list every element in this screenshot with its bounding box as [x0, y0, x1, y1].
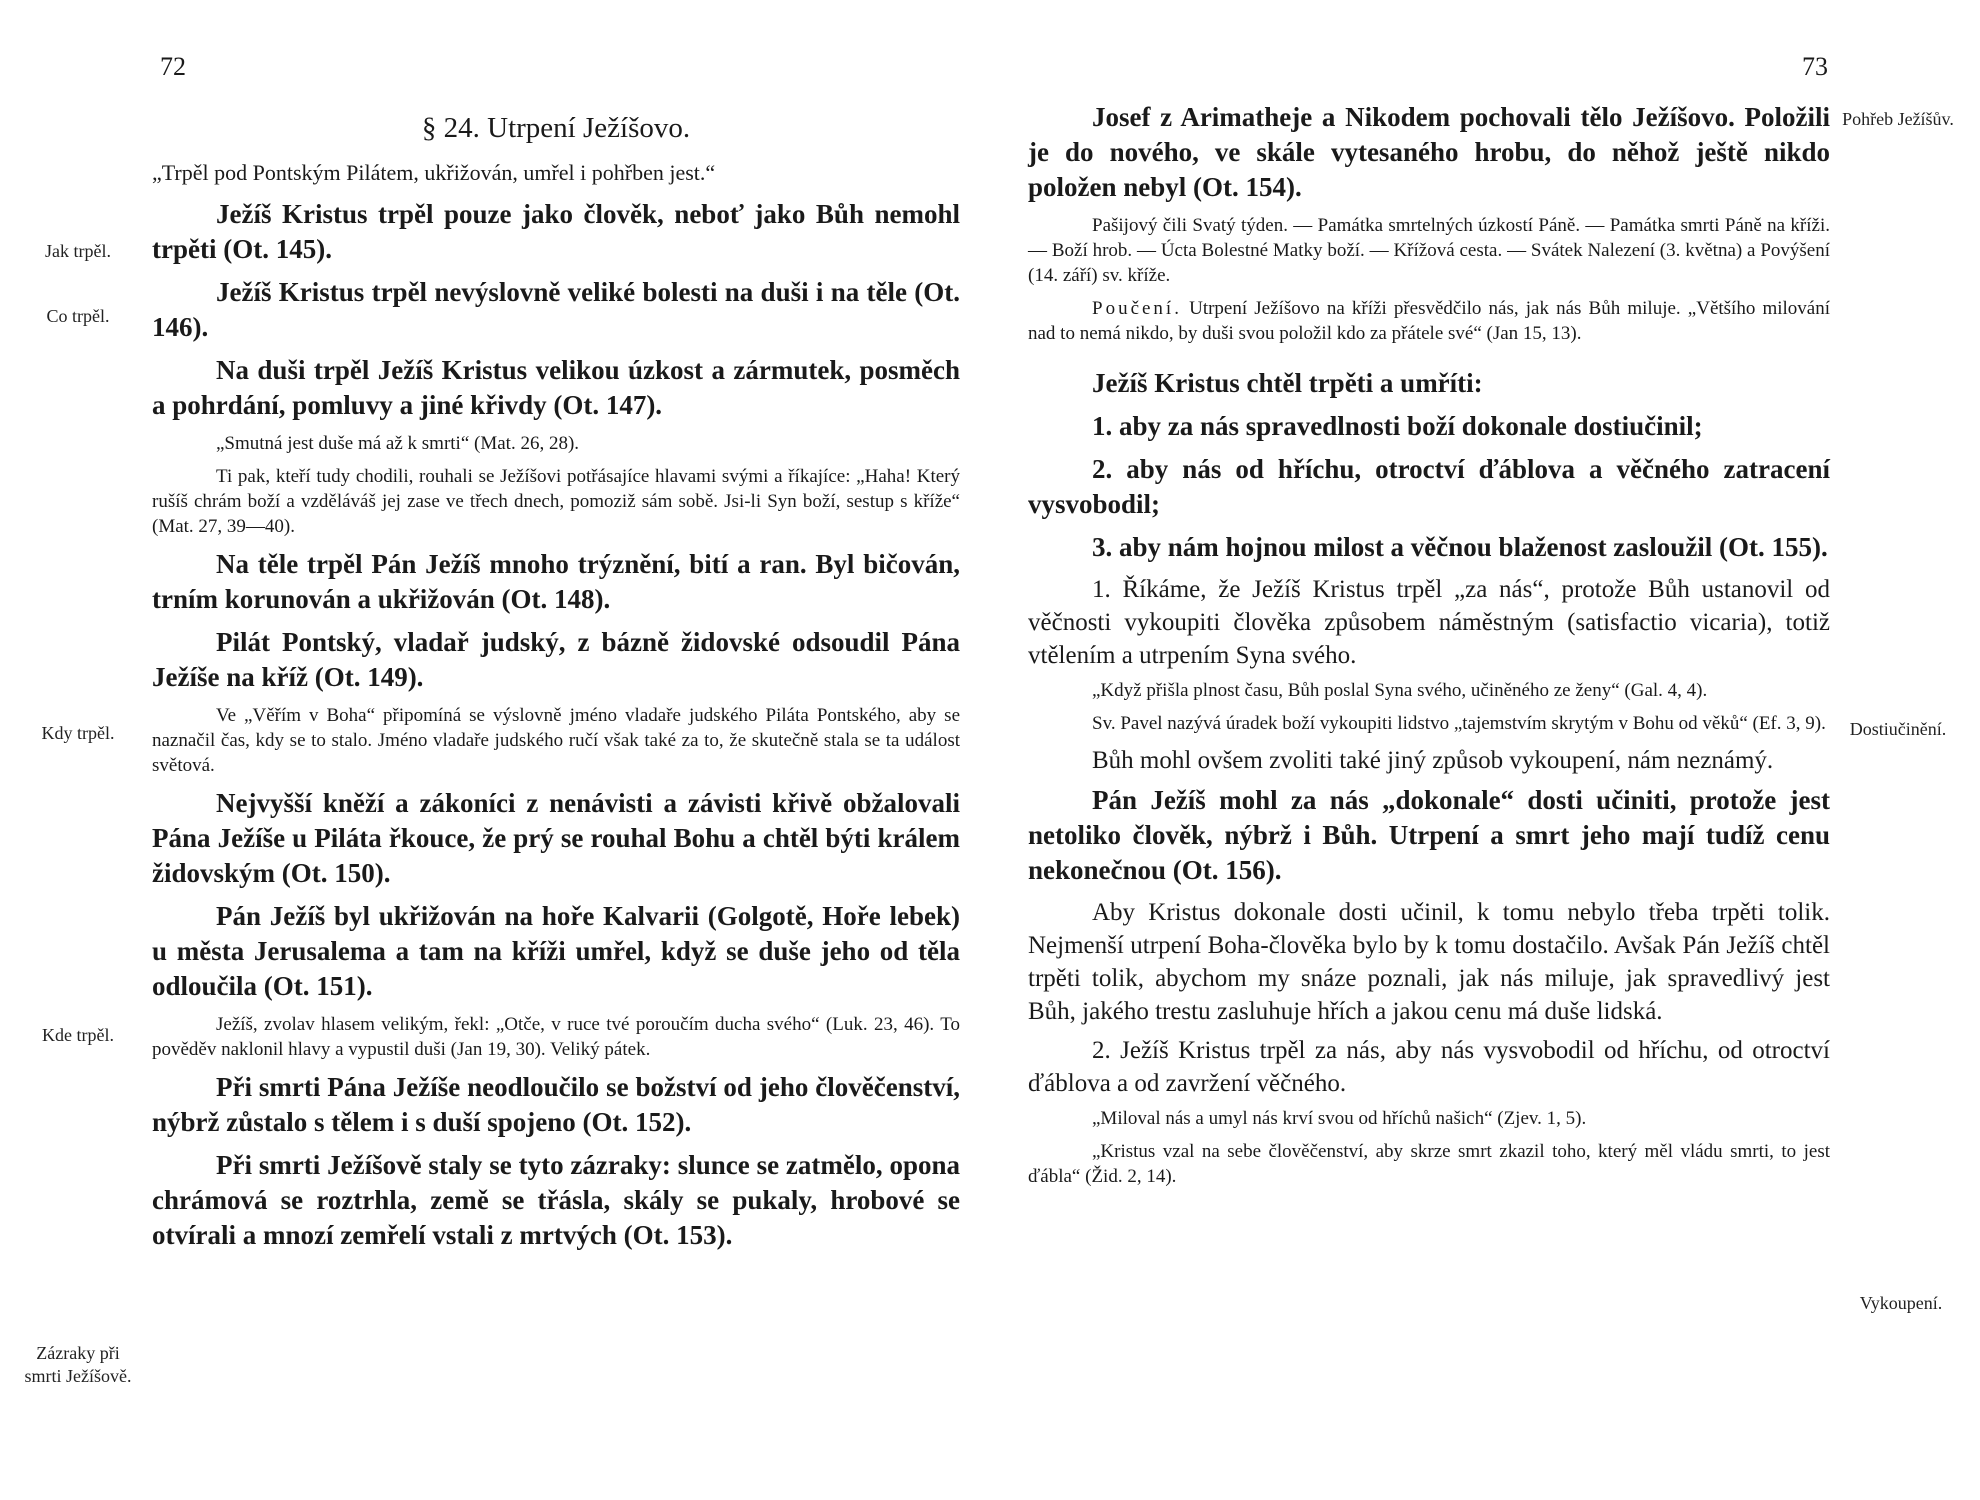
paragraph-b3: Na duši trpěl Ježíš Kristus velikou úzkost a zármutek, posměch a pohrdání, pomluvy a jiné křivdy (Ot. 147).: [152, 355, 960, 420]
paragraph-r-b3: 1. aby za nás spravedlnosti boží dokonale dostiučinil;: [1092, 411, 1703, 441]
paragraph-b9: Při smrti Ježíšově staly se tyto zázraky: slunce se zatmělo, opona chrámová se roztrhla, země se třásla, skály se pukaly, hrobové se otvírali a mnozí zemřelí vstali z mrtvých (Ot. 153).: [152, 1150, 960, 1250]
margin-note-dostiucineni: Dostiučinění.: [1849, 719, 1947, 739]
paragraph-r-t3: Aby Kristus dokonale dosti učinil, k tomu nebylo třeba trpěti tolik. Nejmenší utrpení Boha-člověka bylo by k tomu dostačilo. Avšak Pán Ježíš chtěl trpěti tolik, abychom my snáze poznali, jak nás miluje, jak spravedlivý jest Bůh, jakého trestu zasluhuje hřích a jakou cenu má duše lidská.: [1028, 899, 1830, 1025]
margin-note-kde: Kde trpěl.: [42, 1025, 114, 1045]
note-r-s4: Sv. Pavel nazývá úradek boží vykoupiti lidstvo „tajemstvím skrytým v Bohu od věků“ (Ef. 3, 9).: [1092, 713, 1826, 734]
note-s2: Ti pak, kteří tudy chodili, rouhali se Ježíšovi potřásajíce hlavami svými a říkajíce: „Haha! Který rušíš chrám boží a vzděláváš jej zase ve třech dnech, pomoziž sám sobě. Jsi-li Syn boží, sestup s kříže“ (Mat. 27, 39—40).: [152, 466, 960, 537]
note-r-s2: [1028, 296, 1830, 346]
section-title-24: § 24. Utrpení Ježíšovo.: [421, 112, 691, 144]
margin-note-pohreb: Pohřeb Ježíšův.: [1842, 109, 1954, 129]
paragraph-r-b2: Ježíš Kristus chtěl trpěti a umříti:: [1092, 368, 1483, 398]
paragraph-b4: Na těle trpěl Pán Ježíš mnoho trýznění, bití a ran. Byl bičován, trním korunován a ukřižován (Ot. 148).: [152, 549, 960, 614]
page-number-left: 72: [160, 52, 186, 81]
pouceni-text: Utrpení Ježíšovo na kříži přesvědčilo nás, jak nás Bůh miluje. „Většího milování nad to nemá nikdo, by duši svou položil kdo za přátele své“ (Jan 15, 13).: [1028, 298, 1831, 344]
paragraph-r-b6: Pán Ježíš mohl za nás „dokonale“ dosti učiniti, protože jest netoliko člověk, nýbrž i Bůh. Utrpení a smrt jeho mají tudíž cenu nekonečnou (Ot. 156).: [1028, 785, 1830, 885]
paragraph-b8: Při smrti Pána Ježíše neodloučilo se božství od jeho člověčenství, nýbrž zůstalo s tělem i s duší spojeno (Ot. 152).: [152, 1072, 960, 1137]
paragraph-r-b5: 3. aby nám hojnou milost a věčnou blaženost zasloužil (Ot. 155).: [1092, 532, 1828, 562]
pouceni-label: Poučení.: [1092, 298, 1182, 319]
margin-note-co: Co trpěl.: [46, 306, 110, 326]
note-r-s1: Pašijový čili Svatý týden. — Památka smrtelných úzkostí Páně. — Památka smrti Páně na kříži. — Boží hrob. — Úcta Bolestné Matky boží. — Křížová cesta. — Svátek Nalezení (3. května) a Povýšení (14. září) sv. kříže.: [1028, 215, 1830, 286]
margin-note-zazraky: Zázraky při smrti Ježíšově.: [24, 1343, 132, 1386]
paragraph-r-t4: 2. Ježíš Kristus trpěl za nás, aby nás vysvobodil od hříchu, od otroctví ďáblova a od zavržení věčného.: [1028, 1037, 1830, 1097]
margin-note-vykoupeni: Vykoupení.: [1859, 1293, 1943, 1313]
paragraph-r-b1: Josef z Arimatheje a Nikodem pochovali tělo Ježíšovo. Položili je do nového, ve skále vytesaného hrobu, do něhož ještě nikdo položen nebyl (Ot. 154).: [1028, 102, 1830, 202]
paragraph-b2: Ježíš Kristus trpěl nevýslovně veliké bolesti na duši i na těle (Ot. 146).: [152, 277, 960, 342]
note-r-s3: „Když přišla plnost času, Bůh poslal Syna svého, učiněného ze ženy“ (Gal. 4, 4).: [1092, 680, 1708, 701]
note-r-s5: „Miloval nás a umyl nás krví svou od hříchů našich“ (Zjev. 1, 5).: [1092, 1108, 1587, 1129]
paragraph-b5: Pilát Pontský, vladař judský, z bázně židovské odsoudil Pána Ježíše na kříž (Ot. 149).: [152, 627, 960, 692]
right-column: [1028, 100, 1830, 1197]
margin-note-kdy: Kdy trpěl.: [41, 723, 115, 743]
paragraph-b6: Nejvyšší kněží a zákoníci z nenávisti a závisti křivě obžalovali Pána Ježíše u Piláta řkouce, že prý se rouhal Bohu a chtěl býti králem židovským (Ot. 150).: [152, 788, 960, 888]
paragraph-b7: Pán Ježíš byl ukřižován na hoře Kalvarii (Golgotě, Hoře lebek) u města Jerusalema a tam na kříži umřel, když se duše jeho od těla odloučila (Ot. 151).: [152, 901, 960, 1001]
note-s1: „Smutná jest duše má až k smrti“ (Mat. 26, 28).: [216, 433, 580, 454]
paragraph-b1: Ježíš Kristus trpěl pouze jako člověk, neboť jako Bůh nemohl trpěti (Ot. 145).: [152, 199, 960, 264]
creed-quote: „Trpěl pod Pontským Pilátem, ukřižován, umřel i pohřben jest.“: [152, 160, 716, 185]
note-s3: Ve „Věřím v Boha“ připomíná se výslovně jméno vladaře judského Piláta Pontského, aby se naznačil čas, kdy se to stalo. Jméno vladaře judského ručí však také za to, že skutečně stala se ta událost světová.: [152, 705, 960, 776]
page-number-right: 73: [1802, 52, 1828, 81]
paragraph-r-t1: 1. Říkáme, že Ježíš Kristus trpěl „za nás“, protože Bůh ustanovil od věčnosti vykoupiti člověka způsobem náměstným (satisfactio vicaria), totiž vtělením a utrpením Syna svého.: [1028, 576, 1830, 669]
note-r-s6: „Kristus vzal na sebe člověčenství, aby skrze smrt zkazil toho, který měl vládu smrti, to jest ďábla“ (Žid. 2, 14).: [1028, 1141, 1830, 1187]
paragraph-r-t2: Bůh mohl ovšem zvoliti také jiný způsob vykoupení, nám neznámý.: [1092, 747, 1774, 774]
note-s4: Ježíš, zvolav hlasem velikým, řekl: „Otče, v ruce tvé poroučím ducha svého“ (Luk. 23, 46). To pověděv naklonil hlavy a vypustil duši (Jan 19, 30). Veliký pátek.: [152, 1014, 960, 1060]
paragraph-r-b4: 2. aby nás od hříchu, otroctví ďáblova a věčného zatracení vysvobodil;: [1028, 454, 1830, 519]
margin-note-jak: Jak trpěl.: [45, 241, 111, 261]
left-column: [152, 100, 960, 1261]
right-page: [990, 0, 1980, 1500]
